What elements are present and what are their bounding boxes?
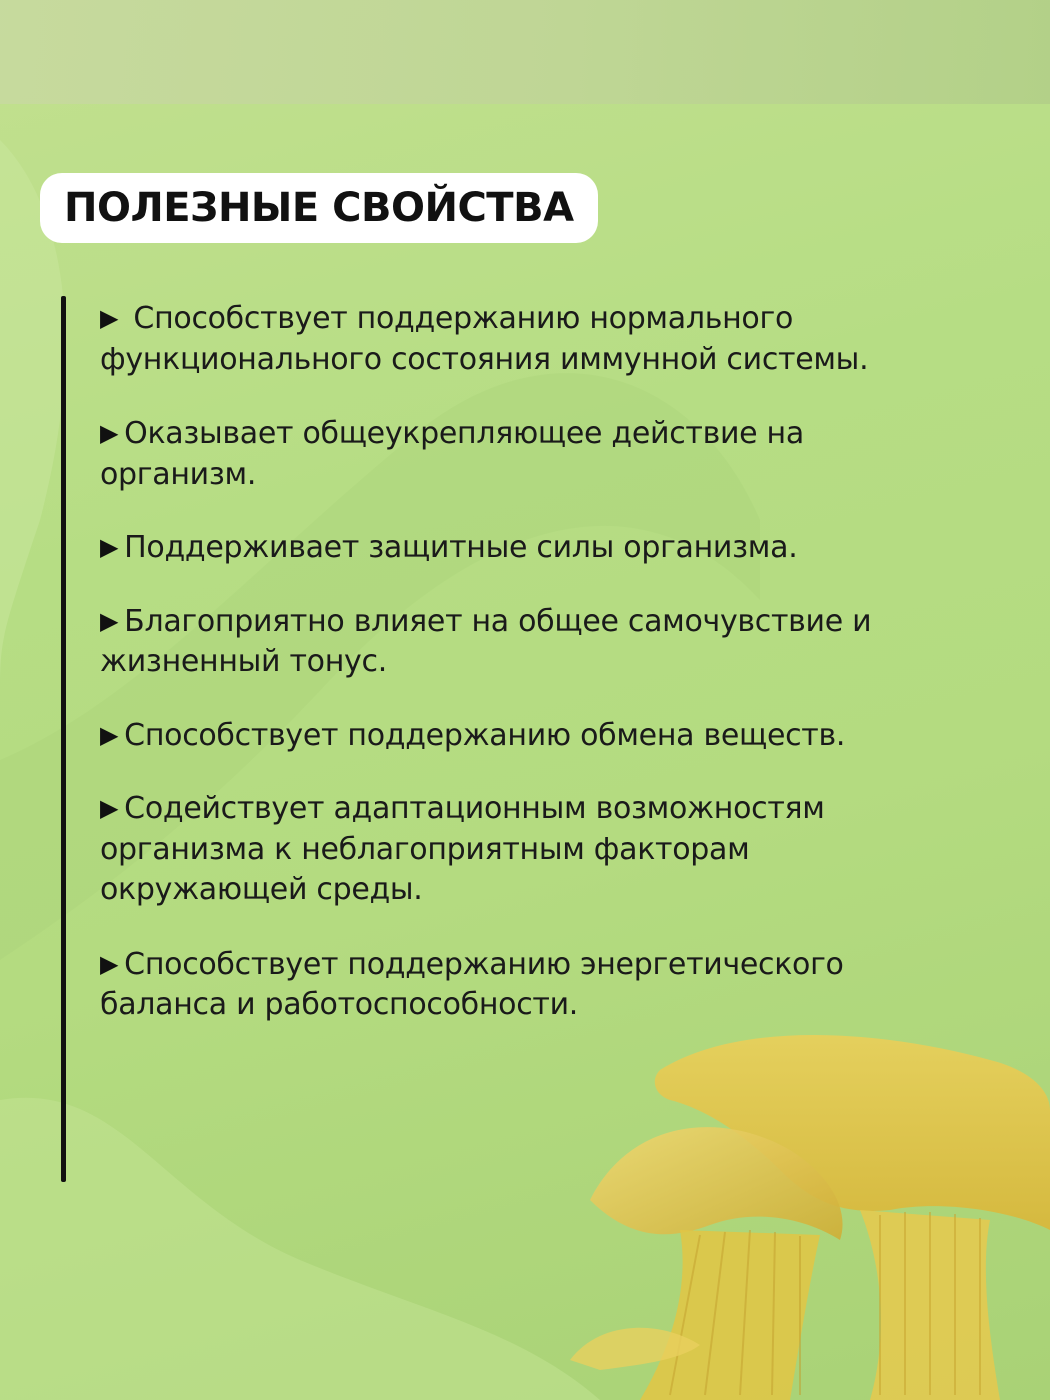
list-item-text: Способствует поддержанию энергетического баланса и работоспособности. — [100, 946, 844, 1022]
play-triangle-icon: ▶ — [100, 533, 119, 561]
list-item-text: Содействует адаптационным возможностям организма к неблагоприятным факторам окружающей среды. — [100, 791, 825, 907]
list-item-text: Поддерживает защитные силы организма. — [124, 530, 798, 565]
page-title: ПОЛЕЗНЫЕ СВОЙСТВА — [64, 185, 574, 231]
benefits-list — [100, 298, 960, 1026]
list-item — [100, 413, 960, 495]
list-item — [100, 527, 960, 569]
list-item — [100, 788, 960, 911]
play-triangle-icon: ▶ — [100, 304, 119, 332]
play-triangle-icon: ▶ — [100, 794, 119, 822]
play-triangle-icon: ▶ — [100, 419, 119, 447]
list-item — [100, 715, 960, 757]
list-item-text: Оказывает общеукрепляющее действие на организм. — [100, 416, 804, 492]
title-badge — [40, 173, 598, 243]
list-item — [100, 944, 960, 1026]
list-item — [100, 298, 960, 380]
list-item-text: Способствует поддержанию нормального функционального состояния иммунной системы. — [100, 301, 869, 377]
play-triangle-icon: ▶ — [100, 949, 119, 978]
list-item-text: Способствует поддержанию обмена веществ. — [124, 717, 846, 753]
chanterelle-mushroom-image — [560, 1000, 1050, 1400]
list-item-text: Благоприятно влияет на общее самочувствие и жизненный тонус. — [100, 603, 872, 679]
play-triangle-icon: ▶ — [100, 606, 119, 635]
play-triangle-icon: ▶ — [100, 720, 119, 749]
list-item — [100, 601, 960, 683]
vertical-divider — [61, 296, 66, 1182]
